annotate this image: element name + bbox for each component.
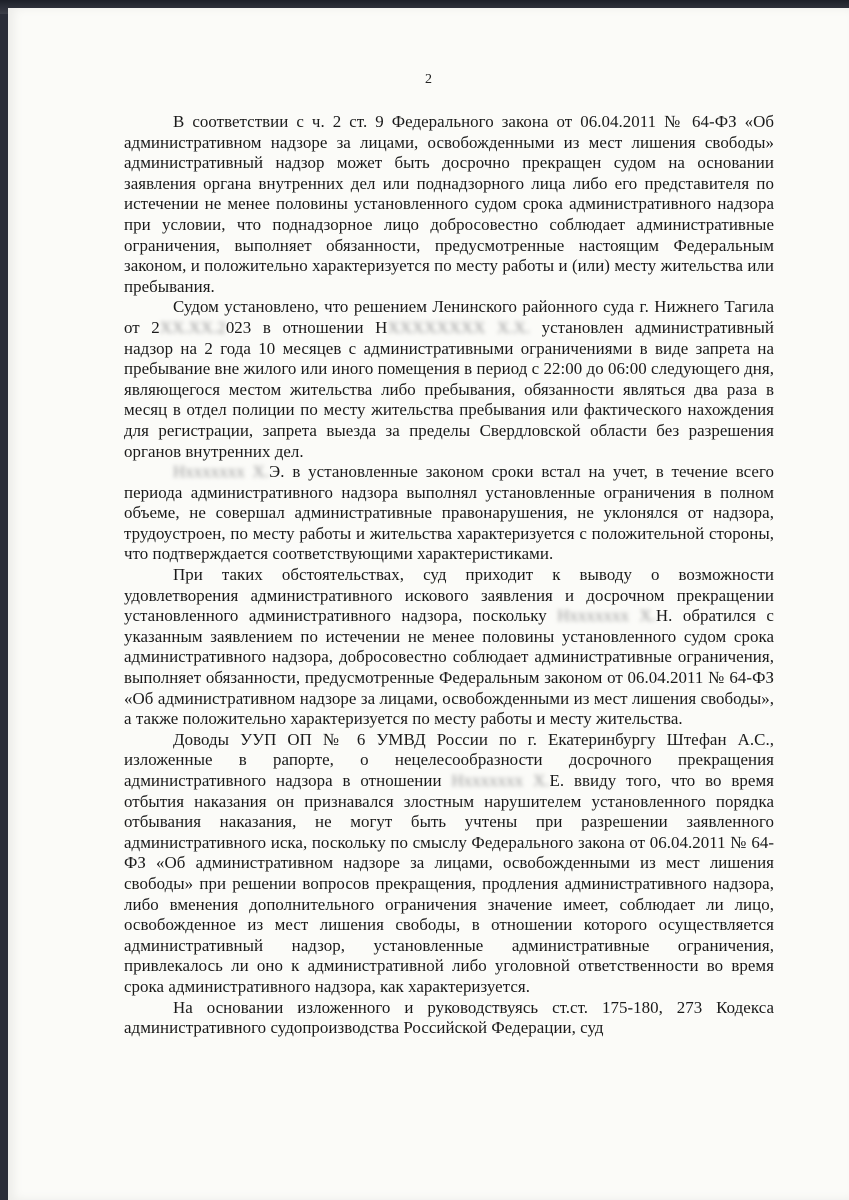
- page-number: 2: [425, 72, 432, 87]
- paragraph-law-reference: В соответствии с ч. 2 ст. 9 Федерального закона от 06.04.2011 № 64-ФЗ «Об административном надзоре за лицами, освобожденными из мест лишения свободы» административный надзор может быть досрочно прекращен судом на основании заявления органа внутренних дел или поднадзорного лица либо его представителя по истечении не менее половины установленного судом срока административного надзора при условии, что поднадзорное лицо добросовестно соблюдает административные ограничения, выполняет обязанности, предусмотренные настоящим Федеральным законом, и положительно характеризуется по месту работы и (или) месту жительства или пребывания.: [124, 112, 774, 296]
- redacted-name: Нxxxxxxx X.: [451, 771, 550, 790]
- paragraph-compliance: Нxxxxxxx X.Э. в установленные законом сроки встал на учет, в течение всего периода административного надзора выполнял установленные ограничения в полном объеме, не совершал административные правонарушения, не уклонялся от надзора, трудоустроен, по месту работы и жительства характеризуется с положительной стороны, что подтверждается соответствующими характеристиками.: [124, 462, 774, 564]
- redacted-date: XX.XX.2: [159, 317, 226, 337]
- redacted-name: Нxxxxxxx X.: [173, 462, 270, 482]
- paragraph-basis: На основании изложенного и руководствуясь ст.ст. 175-180, 273 Кодекса административного судопроизводства Российской Федерации, суд: [124, 997, 774, 1038]
- redacted-name: Нxxxxxxx X.: [557, 606, 656, 626]
- paragraph-court-finding: Судом установлено, что решением Ленинского районного суда г. Нижнего Тагила от 2XX.XX.2023 в отношении НXXXXXXXX X.X. установлен административный надзор на 2 года 10 месяцев с административными ограничениями в виде запрета на пребывание вне жилого или иного помещения в период с 22:00 до 06:00 следующего дня, являющегося местом жительства либо пребывания, обязанности являться два раза в месяц в отдел полиции по месту жительства пребывания или фактического нахождения для регистрации, запрета выезда за пределы Свердловской области без разрешения органов внутренних дел.: [124, 297, 774, 461]
- document-body: [124, 112, 774, 1039]
- paragraph-arguments: Доводы УУП ОП № 6 УМВД России по г. Екатеринбургу Штефан А.С., изложенные в рапорте, о нецелесообразности досрочного прекращения административного надзора в отношении Нxxxxxxx X.Е. ввиду того, что во время отбытия наказания он признавался злостным нарушителем установленного порядка отбывания наказания, не могут быть учтены при разрешении заявленного административного иска, поскольку по смыслу Федерального закона от 06.04.2011 № 64-ФЗ «Об административном надзоре за лицами, освобожденными из мест лишения свободы» при решении вопросов прекращения, продления административного надзора, либо вменения дополнительного ограничения значение имеет, соблюдает ли лицо, освобожденное из мест лишения свободы, в отношении которого осуществляется административный надзор, установленные административные ограничения, привлекалось ли оно к административной либо уголовной ответственности во время срока административного надзора, как характеризуется.: [124, 729, 775, 996]
- document-page: [8, 8, 849, 1200]
- paragraph-conclusion: При таких обстоятельствах, суд приходит к выводу о возможности удовлетворения административного искового заявления и досрочном прекращении установленного административного надзора, поскольку Нxxxxxxx X.Н. обратился с указанным заявлением по истечении не менее половины установленного судом срока административного надзора, добросовестно соблюдает административные ограничения, выполняет обязанности, предусмотренные Федеральным законом от 06.04.2011 № 64-ФЗ «Об административном надзоре за лицами, освобожденными из мест лишения свободы», а также положительно характеризуется по месту работы и месту жительства.: [124, 565, 774, 729]
- redacted-name: XXXXXXXX X.X.: [387, 317, 531, 337]
